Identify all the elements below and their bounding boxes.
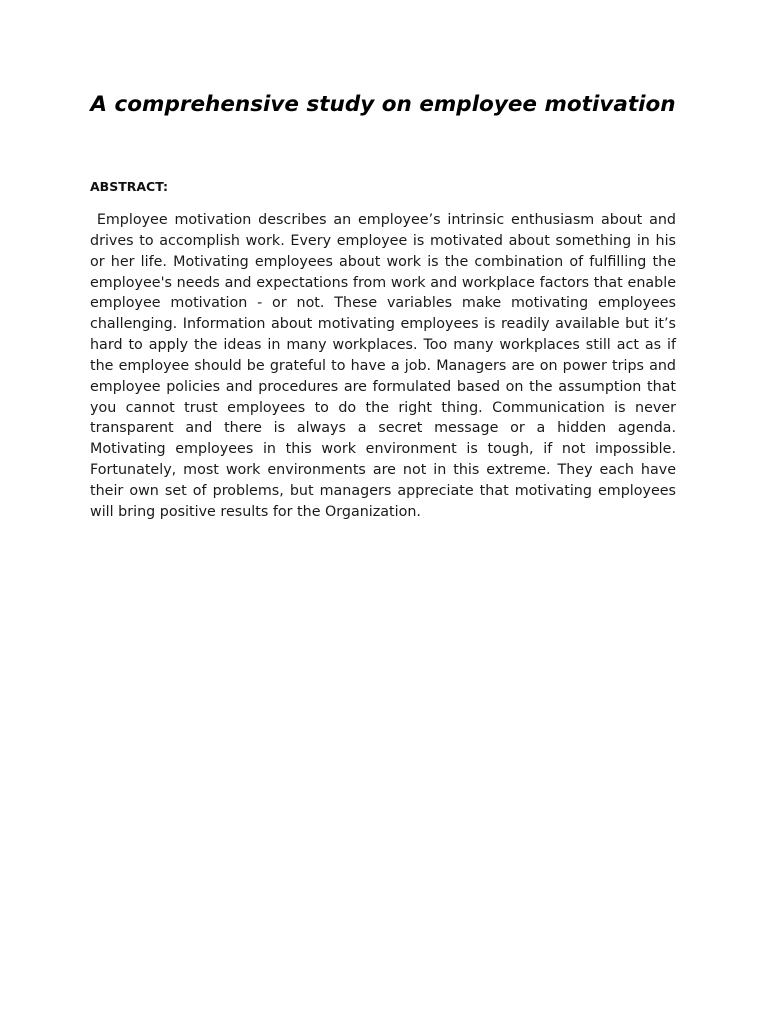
- abstract-heading: ABSTRACT:: [90, 179, 169, 194]
- document-title: A comprehensive study on employee motivation: [90, 92, 676, 117]
- abstract-paragraph: Employee motivation describes an employee’s intrinsic enthusiasm about and drives to accomplish work. Every employee is motivated about something in his or her life. Motivating employees about work is the combination of fulfilling the employee's needs and expectations from work and workplace factors that enable employee motivation - or not. These variables make motivating employees challenging. Information about motivating employees is readily available but it’s hard to apply the ideas in many workplaces. Too many workplaces still act as if the employee should be grateful to have a job. Managers are on power trips and employee policies and procedures are formulated based on the assumption that you cannot trust employees to do the right thing. Communication is never transparent and there is always a secret message or a hidden agenda. Motivating employees in this work environment is tough, if not impossible. Fortunately, most work environments are not in this extreme. They each have their own set of problems, but managers appreciate that motivating employees will bring positive results for the Organization.: [90, 212, 681, 520]
